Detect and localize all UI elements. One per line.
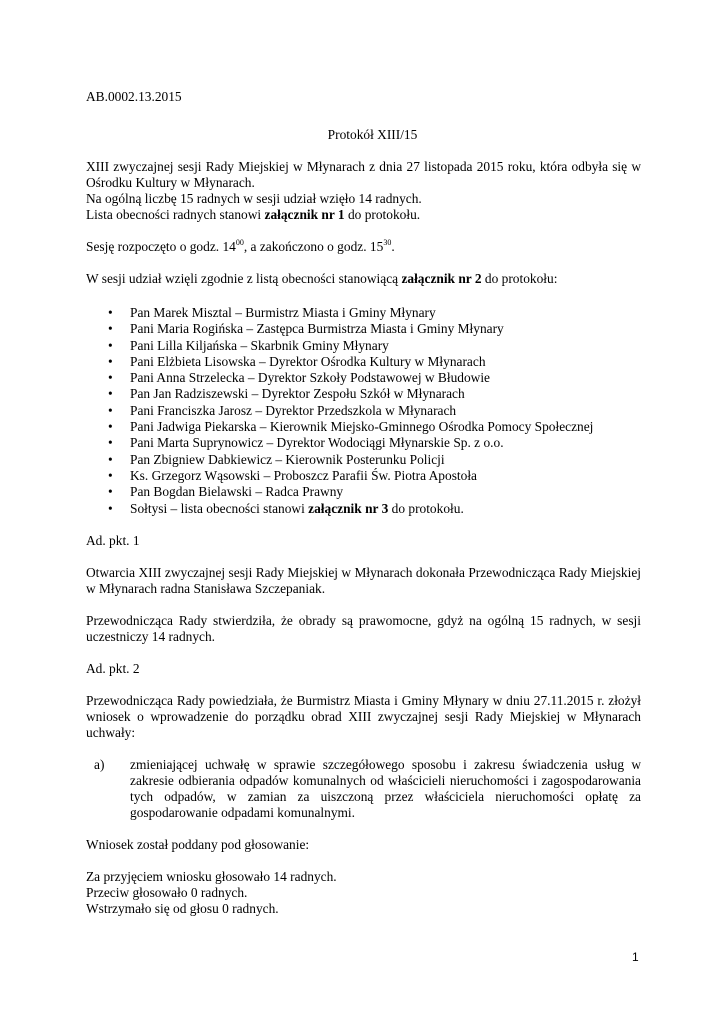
resolution-list-item — [86, 757, 641, 821]
attendee-item — [86, 354, 641, 370]
attendee-list — [86, 305, 641, 517]
attendee-item — [86, 435, 641, 451]
session-times — [86, 239, 641, 255]
bullet-icon: • — [108, 419, 113, 435]
pkt1-paragraph-2: Przewodnicząca Rady stwierdziła, że obrady są prawomocne, gdyż na ogólną 15 radnych, w sesji uczestniczy 14 radnych. — [86, 612, 641, 644]
attachment-3-ref: załącznik nr 3 — [308, 500, 389, 516]
bullet-icon: • — [108, 435, 113, 451]
bullet-icon: • — [108, 321, 113, 337]
attendance-lead-text: W sesji udział wzięli zgodnie z listą obecności stanowiącą — [86, 271, 402, 286]
attendee-item-soltysi — [86, 501, 641, 517]
attendee-text: Pan Jan Radziszewski – Dyrektor Zespołu Szkół w Młynarach — [130, 386, 465, 402]
bullet-icon: • — [108, 451, 113, 467]
vote-intro: Wniosek został poddany pod głosowanie: — [86, 836, 310, 852]
pkt1-heading: Ad. pkt. 1 — [86, 532, 140, 548]
session-start-minutes: 00 — [235, 238, 244, 247]
attendee-text: Pan Marek Misztal – Burmistrz Miasta i Gminy Młynary — [130, 305, 436, 320]
intro-line-2: Na ogólną liczbę 15 radnych w sesji udział wzięło 14 radnych. — [86, 191, 422, 206]
soltysi-tail: do protokołu. — [388, 500, 464, 516]
vote-against: Przeciw głosowało 0 radnych. — [86, 884, 248, 900]
intro-line-3-text: Lista obecności radnych stanowi — [86, 207, 265, 222]
attendee-text: Pani Jadwiga Piekarska – Kierownik Miejsko-Gminnego Ośrodka Pomocy Społecznej — [130, 419, 594, 435]
attendee-item — [86, 370, 641, 386]
attendee-item — [86, 321, 641, 337]
attendee-text: Pan Zbigniew Dabkiewicz – Kierownik Posterunku Policji — [130, 451, 445, 467]
attendee-item — [86, 338, 641, 354]
attachment-2-ref: załącznik nr 2 — [401, 271, 482, 286]
bullet-icon: • — [108, 337, 113, 353]
intro-section — [86, 159, 641, 223]
document-body — [86, 89, 641, 917]
vote-for: Za przyjęciem wniosku głosowało 14 radnych. — [86, 868, 337, 884]
pkt2-paragraph-1: Przewodnicząca Rady powiedziała, że Burmistrz Miasta i Gminy Młynary w dniu 27.11.2015 r. złożył wniosek o wprowadzenie do porządku obrad XIII zwyczajnej sesji Rady Miejskiej w Młynarach uchwały: — [86, 692, 641, 740]
attendee-text: Pani Anna Strzelecka – Dyrektor Szkoły Podstawowej w Błudowie — [130, 370, 490, 386]
bullet-icon: • — [108, 353, 113, 369]
session-end-text: , a zakończono o godz. 15 — [243, 239, 384, 254]
attendee-text: Pan Bogdan Bielawski – Radca Prawny — [130, 484, 344, 500]
attendee-text: Pani Franciszka Jarosz – Dyrektor Przedszkola w Młynarach — [130, 402, 457, 418]
attendee-item — [86, 386, 641, 402]
document-title: Protokół XIII/15 — [327, 127, 418, 142]
intro-line-3 — [86, 207, 641, 223]
attendee-text: Ks. Grzegorz Wąsowski – Proboszcz Parafii Św. Piotra Apostoła — [130, 467, 477, 483]
vote-abstain: Wstrzymało się od głosu 0 radnych. — [86, 900, 279, 916]
bullet-icon: • — [108, 386, 113, 402]
session-end-minutes: 30 — [383, 238, 392, 247]
attendee-item — [86, 305, 641, 321]
attachment-1-ref: załącznik nr 1 — [264, 207, 345, 222]
soltysi-text: Sołtysi – lista obecności stanowi — [130, 500, 309, 516]
bullet-icon: • — [108, 500, 113, 516]
list-marker: a) — [94, 756, 105, 772]
attendee-item — [86, 403, 641, 419]
document-reference: AB.0002.13.2015 — [86, 89, 182, 104]
attendee-item — [86, 468, 641, 484]
attendance-lead — [86, 271, 641, 287]
pkt1-paragraph-1: Otwarcia XIII zwyczajnej sesji Rady Miejskiej w Młynarach dokonała Przewodnicząca Rady Miejskiej w Młynarach radna Stanisława Szczepaniak. — [86, 564, 641, 596]
page-number: 1 — [632, 950, 639, 964]
attendee-text: Pani Elżbieta Lisowska – Dyrektor Ośrodka Kultury w Młynarach — [130, 353, 486, 369]
bullet-icon: • — [108, 467, 113, 483]
resolution-text: zmieniającej uchwałę w sprawie szczegółowego sposobu i zakresu świadczenia usług w zakresie odbierania odpadów komunalnych od właścicieli nieruchomości i zagospodarowania tych odpadów, w zamian za uiszczoną przez właściciela nieruchomości opłatę za gospodarowanie odpadami komunalnymi. — [130, 756, 641, 820]
pkt2-heading: Ad. pkt. 2 — [86, 660, 140, 676]
session-times-tail: . — [391, 239, 395, 254]
attendance-lead-tail: do protokołu: — [481, 271, 558, 286]
attendee-text: Pani Lilla Kiljańska – Skarbnik Gminy Młynary — [130, 337, 389, 353]
bullet-icon: • — [108, 305, 113, 320]
attendee-item — [86, 484, 641, 500]
bullet-icon: • — [108, 370, 113, 386]
attendee-item — [86, 419, 641, 435]
attendee-text: Pani Marta Suprynowicz – Dyrektor Wodociągi Młynarskie Sp. z o.o. — [130, 435, 504, 451]
bullet-icon: • — [108, 484, 113, 500]
intro-line-1: XIII zwyczajnej sesji Rady Miejskiej w Młynarach z dnia 27 listopada 2015 roku, która odbyła się w Ośrodku Kultury w Młynarach. — [86, 159, 641, 190]
attendee-text: Pani Maria Rogińska – Zastępca Burmistrza Miasta i Gminy Młynary — [130, 321, 504, 337]
intro-line-3-tail: do protokołu. — [344, 207, 421, 222]
session-start-text: Sesję rozpoczęto o godz. 14 — [86, 239, 236, 254]
bullet-icon: • — [108, 402, 113, 418]
attendee-item — [86, 452, 641, 468]
